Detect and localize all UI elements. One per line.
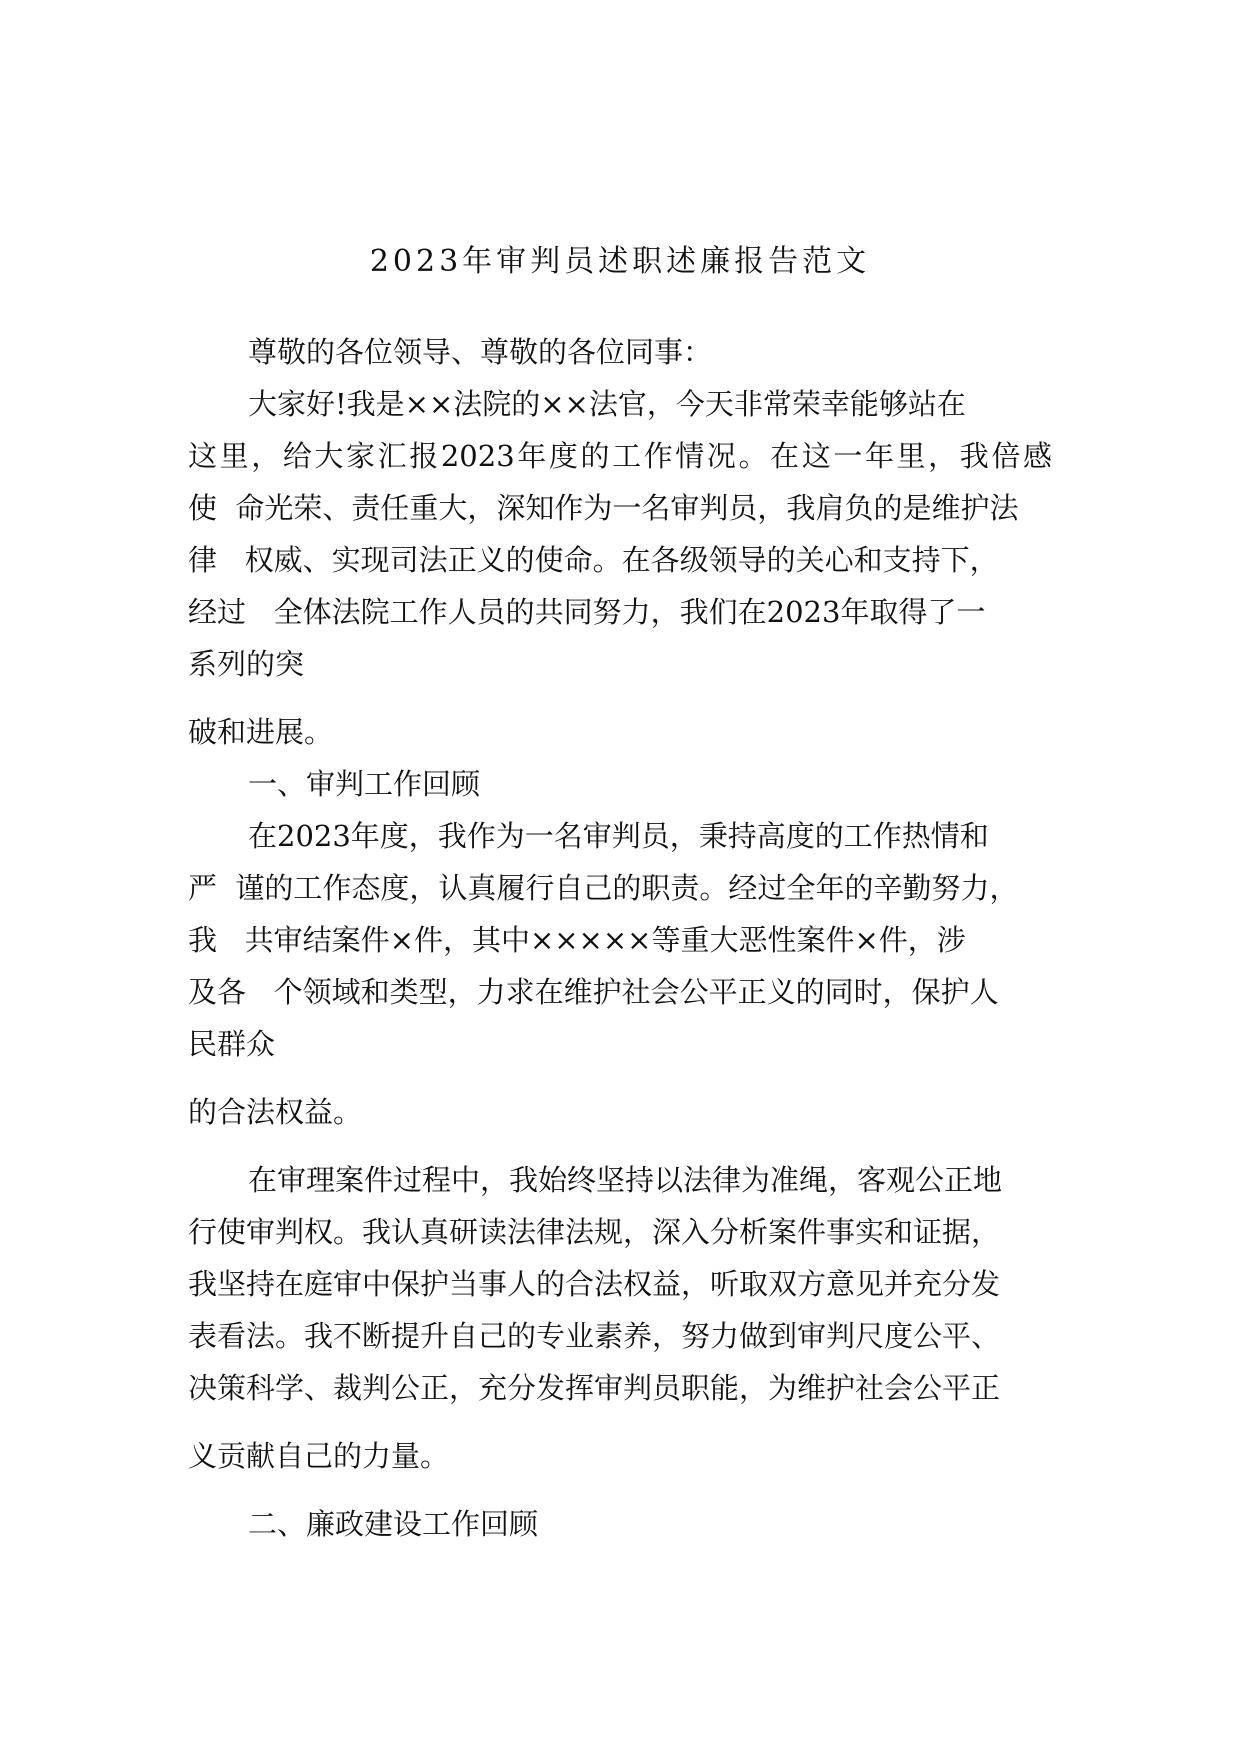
paragraph-line: 决策科学、裁判公正，充分发挥审判员职能，为维护社会公平正 [188,1371,1001,1405]
paragraph-line: 行使审判权。我认真研读法律法规，深入分析案件事实和证据， [188,1215,1001,1249]
paragraph-line: 破和进展。 [188,715,334,749]
paragraph-line: 大家好!我是××法院的××法官，今天非常荣幸能够站在 [248,387,966,421]
paragraph-line: 的合法权益。 [188,1095,363,1129]
paragraph-line: 民群众 [188,1027,276,1061]
paragraph-line: 义贡献自己的力量。 [188,1439,450,1473]
paragraph-line: 表看法。我不断提升自己的专业素养，努力做到审判尺度公平、 [188,1319,1001,1353]
paragraph-line: 这里，给大家汇报2023年度的工作情况。在这一年里，我倍感 [188,439,1052,473]
paragraph-line: 经过 全体法院工作人员的共同努力，我们在2023年取得了一 [188,595,986,629]
paragraph-line: 系列的突 [188,647,305,681]
salutation: 尊敬的各位领导、尊敬的各位同事： [248,335,713,369]
paragraph-line: 及各 个领域和类型，力求在维护社会公平正义的同时，保护人 [188,975,999,1009]
document-title: 2023年审判员述职述廉报告范文 [369,244,871,279]
paragraph-line: 律 权威、实现司法正义的使命。在各级领导的关心和支持下， [188,543,999,577]
section-heading-2: 二、廉政建设工作回顾 [248,1507,539,1541]
paragraph-line: 在2023年度，我作为一名审判员，秉持高度的工作热情和 [248,819,989,853]
paragraph-line: 我坚持在庭审中保护当事人的合法权益，听取双方意见并充分发 [188,1267,1001,1301]
section-heading-1: 一、审判工作回顾 [248,767,481,801]
paragraph-line: 在审理案件过程中，我始终坚持以法律为准绳，客观公正地 [248,1163,1003,1197]
paragraph-line: 使 命光荣、责任重大，深知作为一名审判员，我肩负的是维护法 [188,491,1019,525]
paragraph-line: 严 谨的工作态度，认真履行自己的职责。经过全年的辛勤努力， [188,871,1019,905]
paragraph-line: 我 共审结案件×件，其中×××××等重大恶性案件×件，涉 [188,923,966,957]
